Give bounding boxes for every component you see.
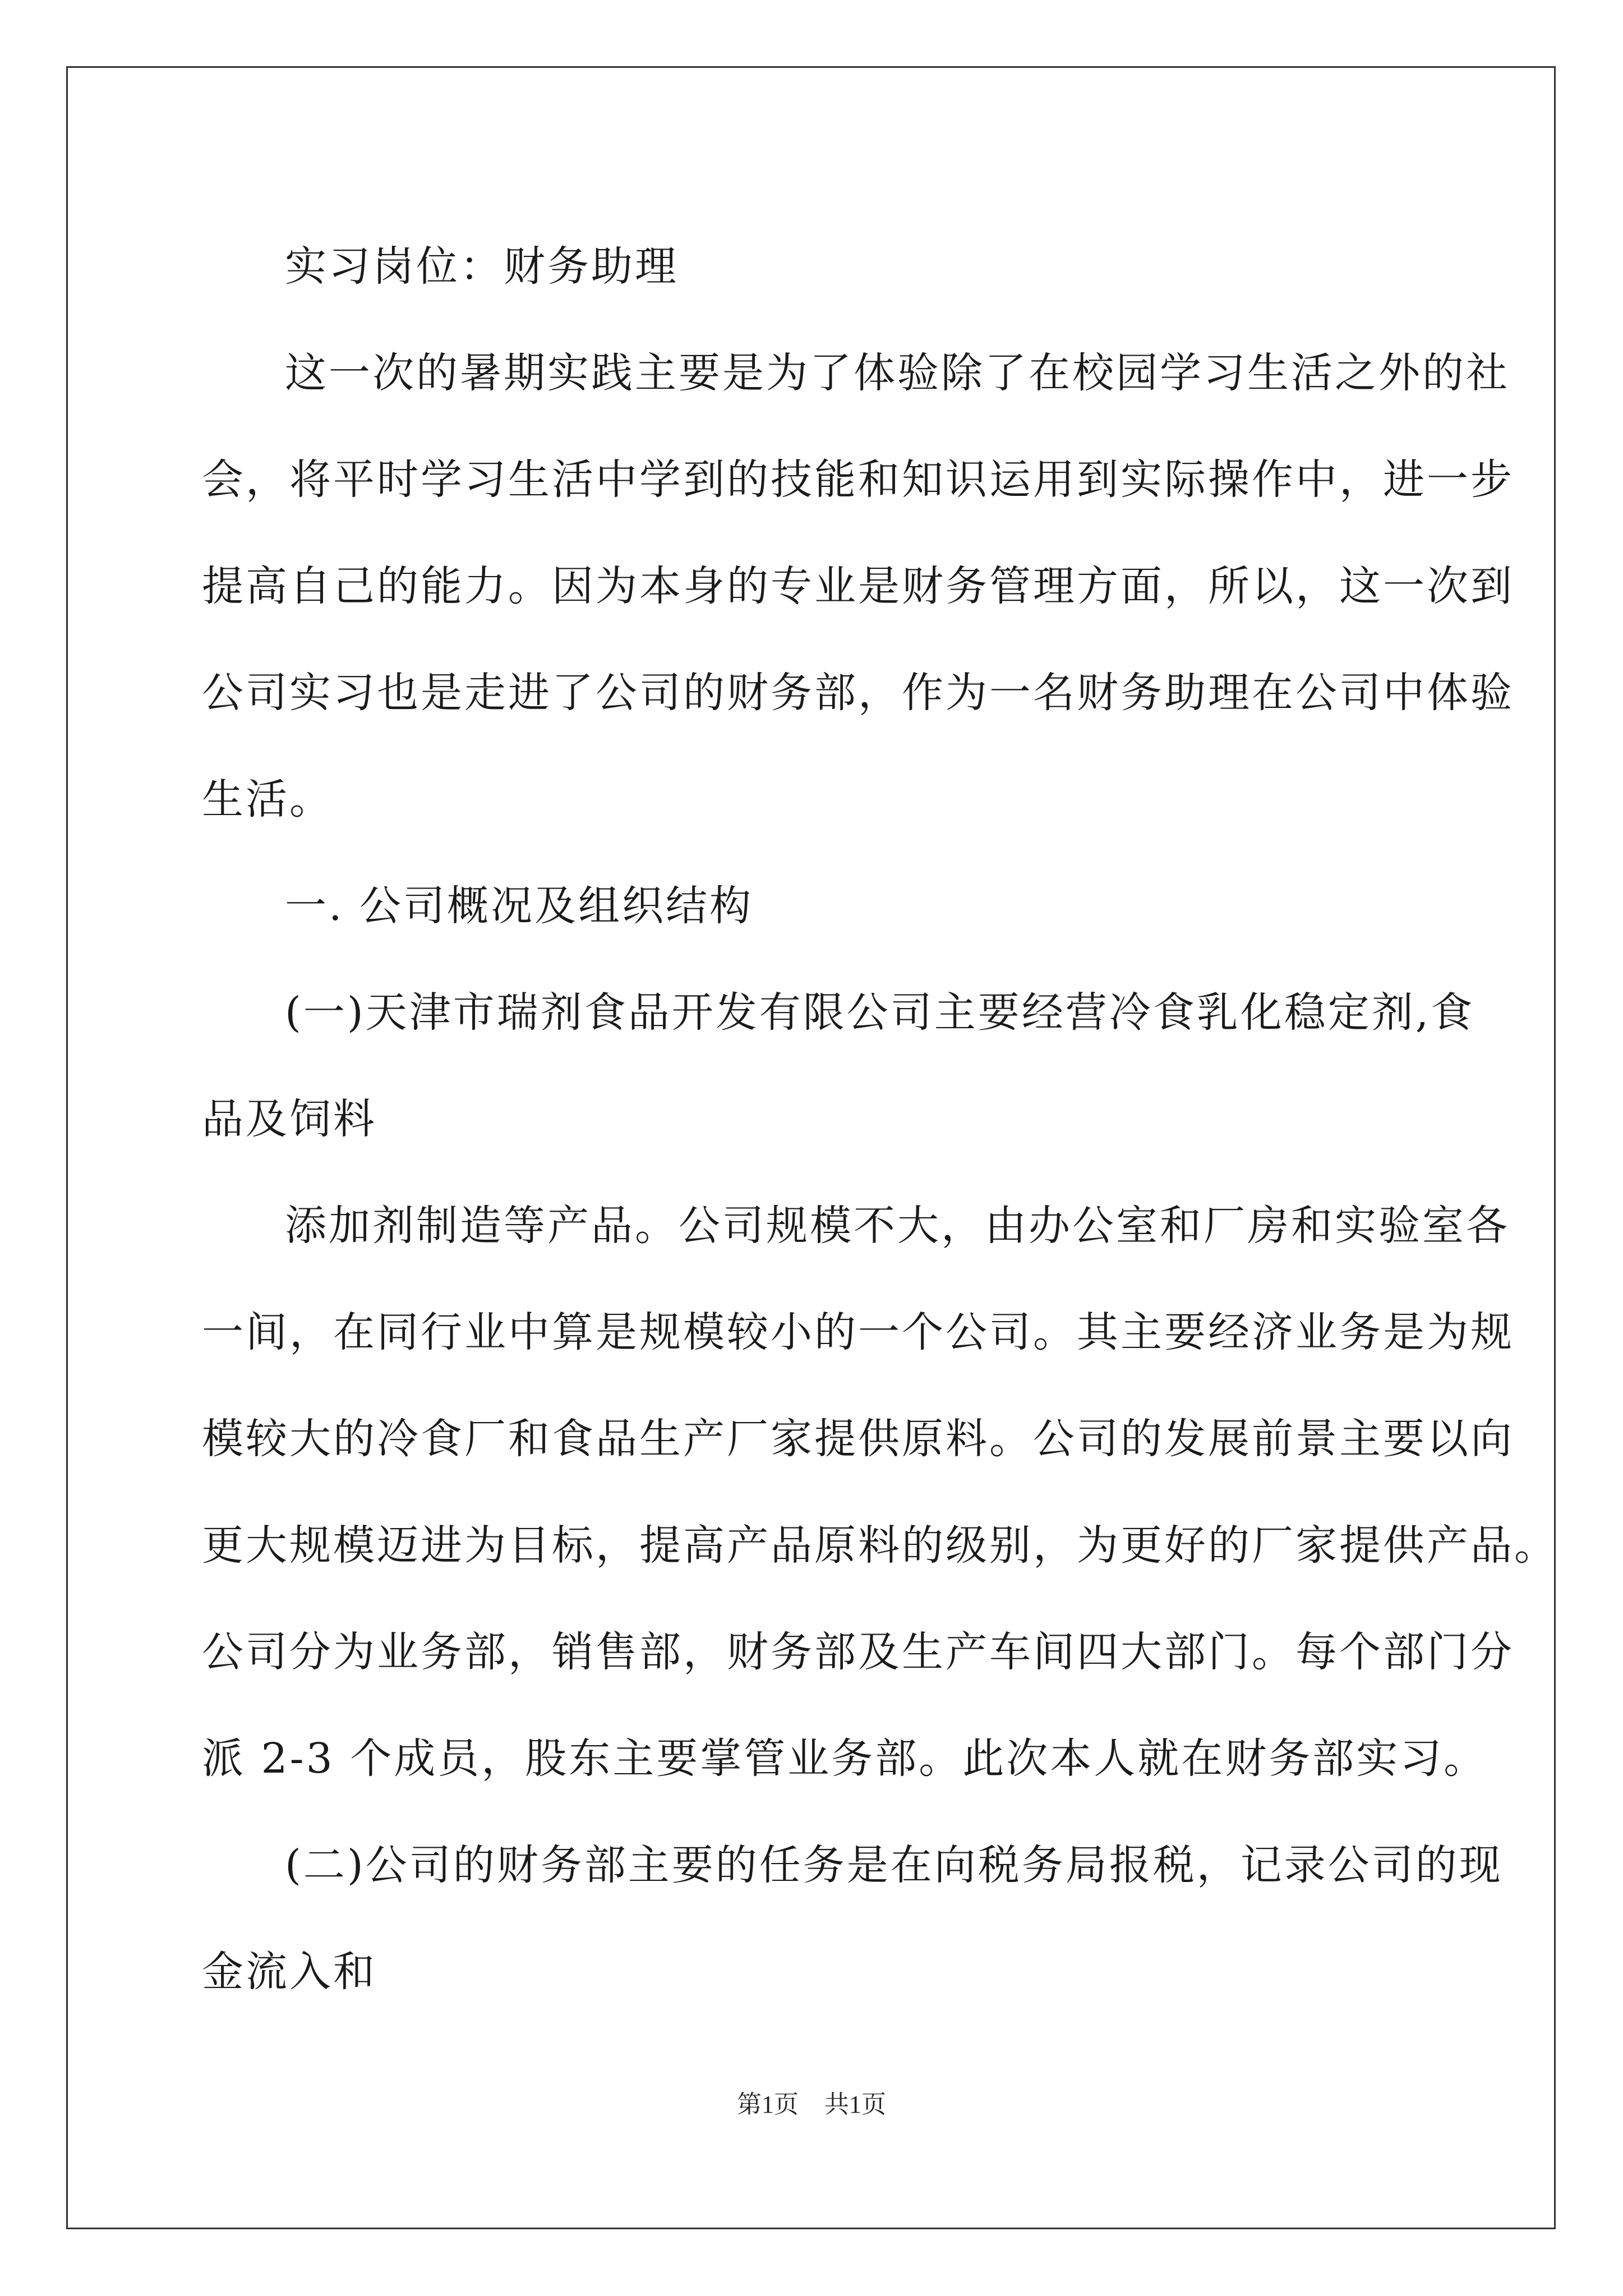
text-line: 品及饲料 — [202, 1095, 377, 1143]
page-number: 第1页 — [737, 2091, 799, 2118]
page-total: 共1页 — [824, 2091, 886, 2118]
text-line: 公司分为业务部，销售部，财务部及生产车间四大部门。每个部门分 — [202, 1628, 1514, 1676]
text-line: 派 2-3 个成员，股东主要掌管业务部。此次本人就在财务部实习。 — [202, 1734, 1488, 1783]
page-footer — [0, 2084, 1623, 2120]
text-line: 添加剂制造等产品。公司规模不大，由办公室和厂房和实验室各 — [285, 1202, 1510, 1250]
text-line: (一)天津市瑞剂食品开发有限公司主要经营冷食乳化稳定剂,食 — [285, 988, 1475, 1037]
text-line: 实习岗位：财务助理 — [285, 242, 679, 291]
text-line: 生活。 — [202, 775, 333, 823]
text-line: 提高自己的能力。因为本身的专业是财务管理方面，所以，这一次到 — [202, 562, 1514, 610]
document-body — [202, 213, 1558, 2025]
text-line: 一间，在同行业中算是规模较小的一个公司。其主要经济业务是为规 — [202, 1308, 1514, 1356]
text-line: 金流入和 — [202, 1948, 377, 1996]
section-heading: 一. 公司概况及组织结构 — [285, 882, 754, 930]
text-line: 这一次的暑期实践主要是为了体验除了在校园学习生活之外的社 — [285, 349, 1510, 397]
text-line: 公司实习也是走进了公司的财务部，作为一名财务助理在公司中体验 — [202, 669, 1514, 717]
text-line: 更大规模迈进为目标，提高产品原料的级别，为更好的厂家提供产品。 — [202, 1521, 1558, 1570]
text-line: 会，将平时学习生活中学到的技能和知识运用到实际操作中，进一步 — [202, 455, 1514, 504]
text-line: 模较大的冷食厂和食品生产厂家提供原料。公司的发展前景主要以向 — [202, 1415, 1514, 1463]
text-line: (二)公司的财务部主要的任务是在向税务局报税，记录公司的现 — [285, 1841, 1503, 1889]
